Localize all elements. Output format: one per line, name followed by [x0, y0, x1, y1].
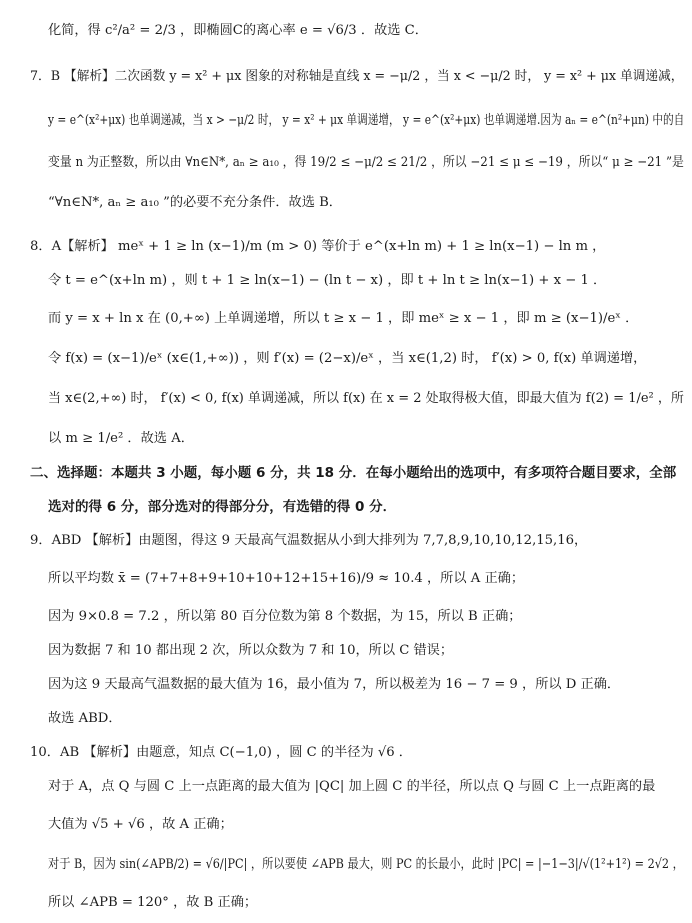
text-line: 以 m ≥ 1/e² ．故选 A． — [48, 431, 194, 446]
text-line: 变量 n 为正整数，所以由 ∀n∈N*, aₙ ≥ a₁₀ ，得 19/2 ≤ −μ/2 ≤ 21/2 ，所以 −21 ≤ μ ≤ −19 ，所以“ μ ≥ −21 ”是 — [48, 155, 684, 170]
text-line: y = e^(x²+μx) 也单调递减，当 x > −μ/2 时， y = x² + μx 单调递增， y = e^(x²+μx) 也单调递增.因为 aₙ = e^(n²+μn) 中的自 — [48, 113, 685, 128]
text-line: “∀n∈N*, aₙ ≥ a₁₀ ”的必要不充分条件．故选 B． — [48, 195, 342, 210]
text-line: 化简，得 c²/a² = 2/3 ，即椭圆C的离心率 e = √6/3 ．故选 C． — [48, 23, 428, 38]
text-line: 令 t = e^(x+ln m) ，则 t + 1 ≥ ln(x−1) − (ln t − x) ，即 t + ln t ≥ ln(x−1) + x − 1 ． — [48, 273, 607, 288]
text-line: 而 y = x + ln x 在 (0,+∞) 上单调递增，所以 t ≥ x − 1 ，即 meˣ ≥ x − 1 ，即 m ≥ (x−1)/eˣ ． — [48, 311, 639, 326]
text-line: 令 f(x) = (x−1)/eˣ (x∈(1,+∞)) ，则 f′(x) = (2−x)/eˣ ，当 x∈(1,2) 时， f′(x) > 0, f(x) 单调递增， — [48, 351, 647, 366]
text-line: 所以平均数 x̄ = (7+7+8+9+10+10+12+15+16)/9 ≈ 10.4 ，所以 A 正确； — [48, 571, 525, 586]
text-line: 对于 B，因为 sin(∠APB/2) = √6/|PC| ，所以要使 ∠APB 最大，则 PC 的长最小，此时 |PC| = |−1−3|/√(1²+1²) = 2√2 ， — [48, 857, 684, 872]
text-line: 7．B 【解析】二次函数 y = x² + μx 图象的对称轴是直线 x = −μ/2 ，当 x < −μ/2 时， y = x² + μx 单调递减， — [30, 69, 684, 84]
text-line: 9．ABD 【解析】由题图，得这 9 天最高气温数据从小到大排列为 7,7,8,9,10,10,12,15,16， — [30, 533, 588, 548]
text-line: 大值为 √5 + √6 ，故 A 正确； — [48, 817, 233, 832]
text-line: 因为这 9 天最高气温数据的最大值为 16，最小值为 7，所以极差为 16 − 7 = 9 ，所以 D 正确． — [48, 677, 621, 692]
text-line: 当 x∈(2,+∞) 时， f′(x) < 0, f(x) 单调递减，所以 f(x) 在 x = 2 处取得极大值，即最大值为 f(2) = 1/e² ，所 — [48, 391, 684, 406]
text-line: 对于 A，点 Q 与圆 C 上一点距离的最大值为 |QC| 加上圆 C 的半径，所以点 Q 与圆 C 上一点距离的最 — [48, 779, 656, 794]
text-line: 因为数据 7 和 10 都出现 2 次，所以众数为 7 和 10，所以 C 错误； — [48, 643, 454, 658]
text-line: 故选 ABD． — [48, 711, 122, 726]
text-line: 10．AB 【解析】由题意，知点 C(−1,0) ，圆 C 的半径为 √6 ． — [30, 745, 412, 760]
text-line: 因为 9×0.8 = 7.2 ，所以第 80 百分位数为第 8 个数据，为 15，所以 B 正确； — [48, 609, 522, 624]
section-heading: 二、选择题：本题共 3 小题，每小题 6 分，共 18 分．在每小题给出的选项中，有多项符合题目要求，全部 — [30, 465, 677, 481]
text-line: 所以 ∠APB = 120° ，故 B 正确； — [48, 895, 258, 910]
section-heading: 选对的得 6 分，部分选对的得部分分，有选错的得 0 分． — [48, 499, 397, 515]
text-line: 8．A【解析】 meˣ + 1 ≥ ln (x−1)/m (m > 0) 等价于 e^(x+ln m) + 1 ≥ ln(x−1) − ln m ， — [30, 239, 606, 254]
